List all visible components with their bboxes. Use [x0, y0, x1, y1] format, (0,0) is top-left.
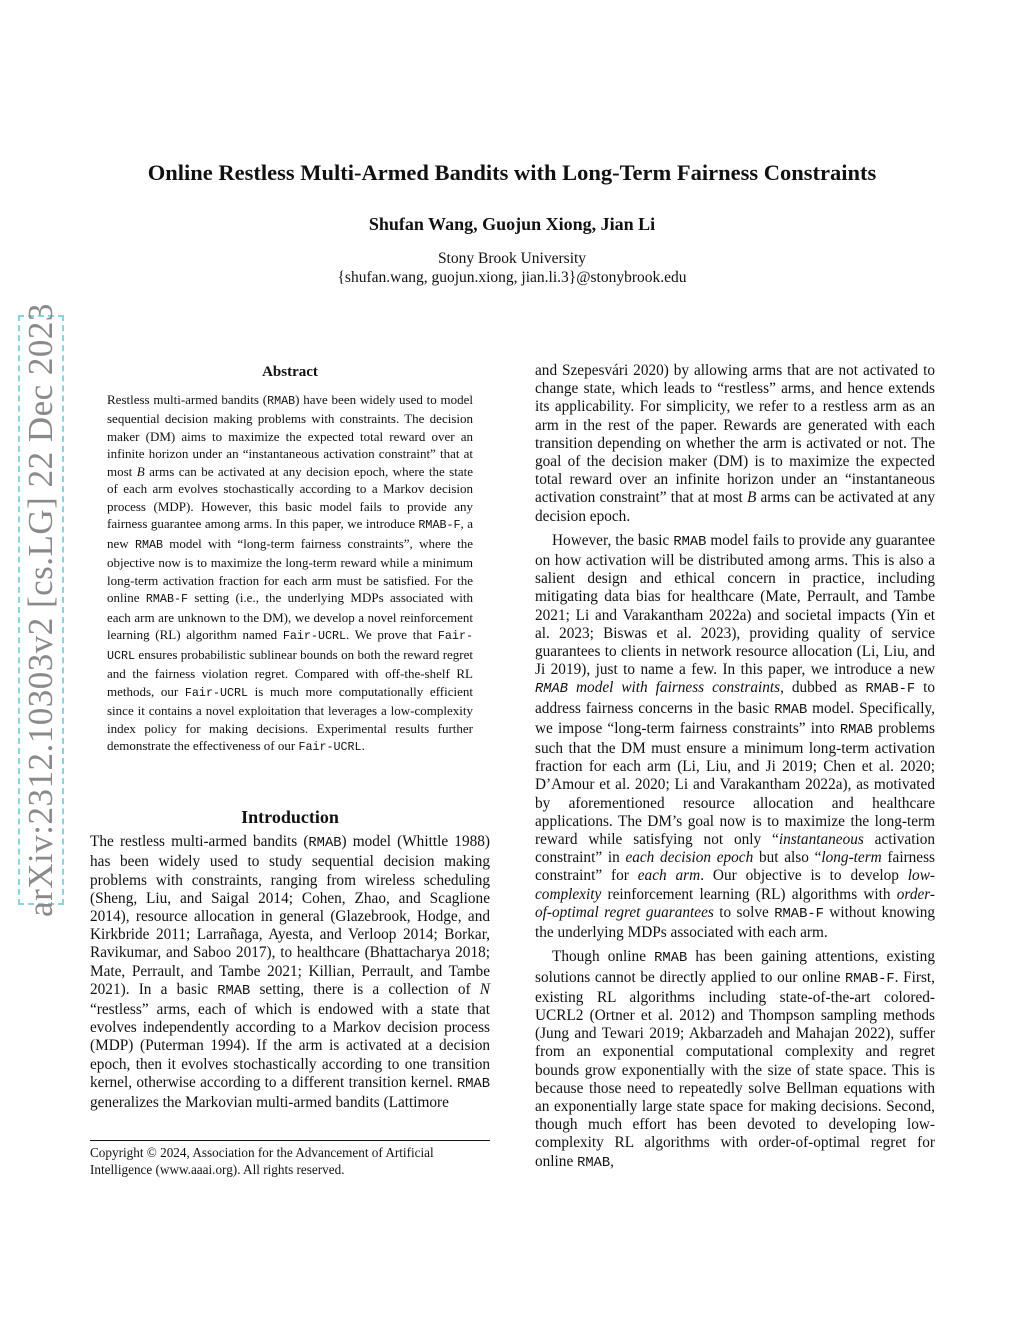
- author-emails: {shufan.wang, guojun.xiong, jian.li.3}@stonybrook.edu: [337, 269, 687, 286]
- abstract-heading: Abstract: [262, 364, 318, 380]
- introduction-paragraph: The restless multi-armed bandits (RMAB) model (Whittle 1988) has been widely used to study sequential decision making problems with constraints, ranging from wireless scheduling (Sheng, Liu, and Saigal 2014; Cohen, Zhao, and Scaglione 2014), resource allocation in general (Glazebrook, Hodge, and Kirkbride 2011; Larrañaga, Ayesta, and Verloop 2014; Borkar, Ravikumar, and Saboo 2017), to healthcare (Bhattacharya 2018; Mate, Perrault, and Tambe 2021; Killian, Perrault, and Tambe 2021). In a basic RMAB setting, there is a collection of N “restless” arms, each of which is endowed with a state that evolves independently according to a Markov decision process (MDP) (Puterman 1994). If the arm is activated at a decision epoch, then it evolves stochastically according to one transition kernel, otherwise according to a different transition kernel. RMAB generalizes the Markovian multi-armed bandits (Lattimore: [90, 833, 490, 1112]
- paper-title: Online Restless Multi-Armed Bandits with Long-Term Fairness Constraints: [147, 160, 877, 185]
- abstract-section: [107, 364, 473, 757]
- affiliation-block: [60, 249, 964, 287]
- arxiv-identifier-stamp: [18, 303, 64, 917]
- copyright-footnote: Copyright © 2024, Association for the Advancement of Artificial Intelligence (www.aaai.org). All rights reserved.: [90, 1140, 490, 1178]
- introduction-heading: Introduction: [241, 807, 339, 827]
- right-column: [535, 362, 935, 1173]
- arxiv-identifier: arXiv:2312.10303v2 [cs.LG] 22 Dec 2023: [21, 303, 60, 917]
- paper-authors: Shufan Wang, Guojun Xiong, Jian Li: [368, 214, 656, 234]
- introduction-section: [90, 808, 490, 1112]
- paragraph-continued: and Szepesvári 2020) by allowing arms that are not activated to change state, which leads to “restless” arms, and hence extends its applicability. For simplicity, we refer to a restless arm as an arm in the rest of the paper. Rewards are generated with each transition depending on whether the arm is activated or not. The goal of the decision maker (DM) is to maximize the expected total reward over an infinite horizon under an “instantaneous activation constraint” that at most B arms can be activated at any decision epoch.: [535, 362, 935, 525]
- paragraph-fairness: However, the basic RMAB model fails to provide any guarantee on how activation will be distributed among arms. This is also a salient design and ethical concern in practice, including mitigating data bias for healthcare (Mate, Perrault, and Tambe 2021; Li and Varakantham 2022a) and societal impacts (Yin et al. 2023; Biswas et al. 2023), providing quality of service guarantees to clients in network resource allocation (Li, Liu, and Ji 2019), just to name a few. In this paper, we introduce a new RMAB model with fairness constraints, dubbed as RMAB-F to address fairness concerns in the basic RMAB model. Specifically, we impose “long-term fairness constraints” into RMAB problems such that the DM must ensure a minimum long-term activation fraction for each arm (Li, Liu, and Ji 2019; Chen et al. 2020; D’Amour et al. 2020; Li and Varakantham 2022a), as motivated by aforementioned resource allocation and healthcare applications. The DM’s goal now is to maximize the long-term reward while satisfying not only “instantaneous activation constraint” in each decision epoch but also “long-term fairness constraint” for each arm. Our objective is to develop low-complexity reinforcement learning (RL) algorithms with order-of-optimal regret guarantees to solve RMAB-F without knowing the underlying MDPs associated with each arm.: [535, 531, 936, 942]
- abstract-text: Restless multi-armed bandits (RMAB) have been widely used to model sequential decision making problems with constraints. The decision maker (DM) aims to maximize the expected total reward over an infinite horizon under an “instantaneous activation constraint” that at most B arms can be activated at any decision epoch, where the state of each arm evolves stochastically according to a Markov decision process (MDP). However, this basic model fails to provide any fairness guarantee among arms. In this paper, we introduce RMAB-F, a new RMAB model with “long-term fairness constraints”, where the objective now is to maximize the long-term reward while a minimum long-term activation fraction for each arm must be satisfied. For the online RMAB-F setting (i.e., the underlying MDPs associated with each arm are unknown to the DM), we develop a novel reinforcement learning (RL) algorithm named Fair-UCRL. We prove that Fair-UCRL ensures probabilistic sublinear bounds on both the reward regret and the fairness violation regret. Compared with off-the-shelf RL methods, our Fair-UCRL is much more computationally efficient since it contains a novel exploitation that leverages a low-complexity index policy for making decisions. Experimental results further demonstrate the effectiveness of our Fair-UCRL.: [107, 391, 473, 754]
- paragraph-existing-solutions: Though online RMAB has been gaining attentions, existing solutions cannot be directly applied to our online RMAB-F. First, existing RL algorithms including state-of-the-art colored-UCRL2 (Ortner et al. 2012) and Thompson sampling methods (Jung and Tewari 2019; Akbarzadeh and Mahajan 2022), suffer from an exponential computational complexity and regret bounds grow exponentially with the size of state space. This is because those need to repeatedly solve Bellman equations with an exponentially large state space for making decisions. Second, though much effort has been devoted to developing low-complexity RL algorithms with order-of-optimal regret for online RMAB,: [535, 948, 935, 1171]
- affiliation: Stony Brook University: [437, 250, 587, 267]
